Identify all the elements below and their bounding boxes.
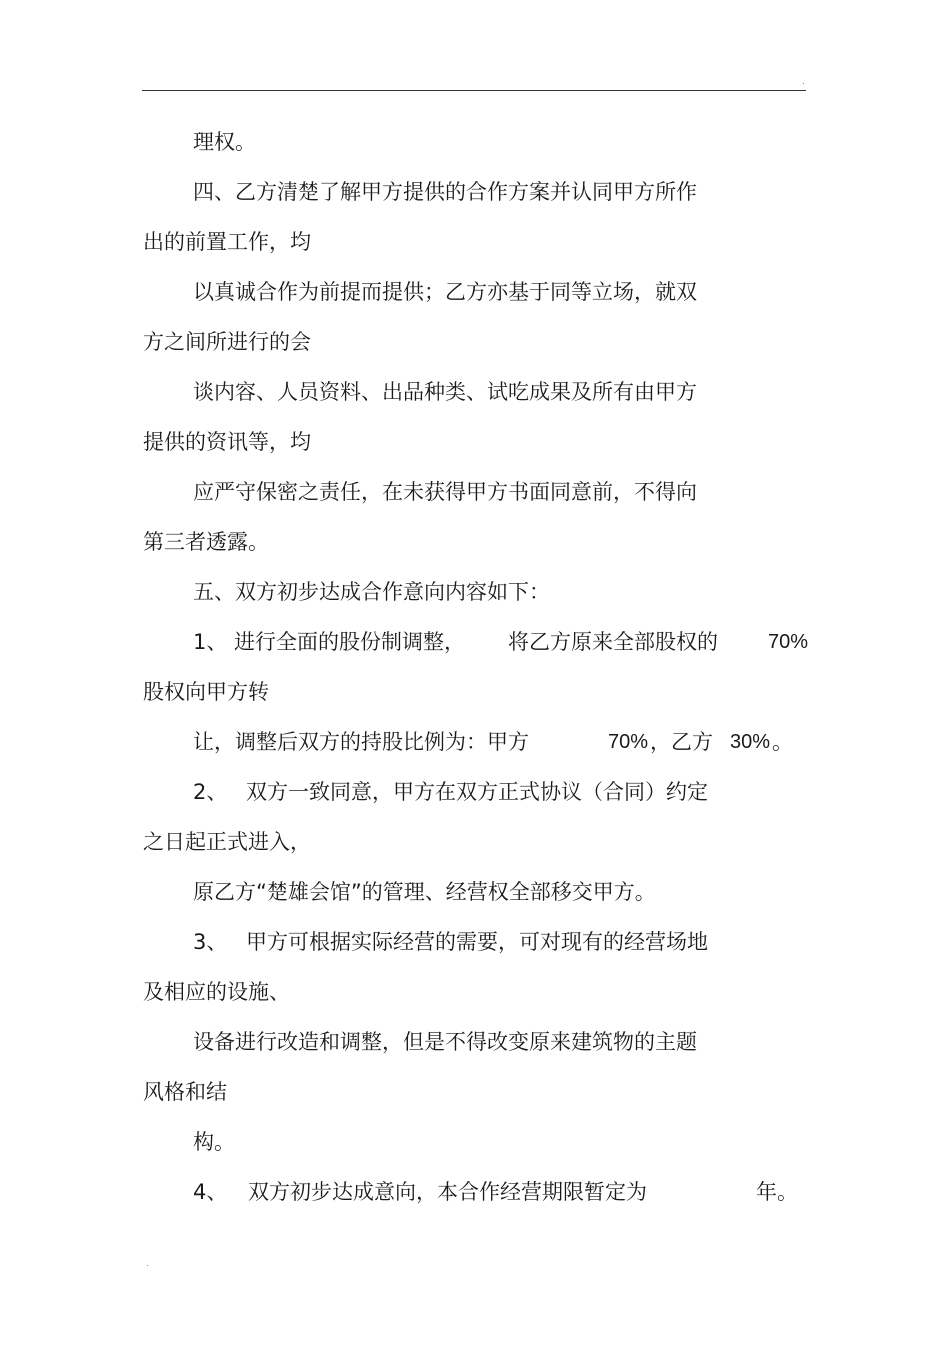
ratio-party-a-percent: 70%	[608, 731, 649, 753]
ratio-line-end: 。	[772, 730, 793, 754]
ratio-party-b-label: ，乙方	[650, 730, 713, 754]
item-4-number: 4、	[193, 1180, 228, 1204]
text-line-4: 以真诚合作为前提而提供；乙方亦基于同等立场，就双	[193, 280, 697, 304]
ratio-party-b-percent: 30%	[730, 731, 771, 753]
item-1-start: 1、 进行全面的股份制调整，	[193, 630, 466, 654]
text-line-15: 之日起正式进入，	[143, 830, 311, 854]
text-line-7: 提供的资讯等，均	[143, 430, 311, 454]
text-line-6: 谈内容、人员资料、出品种类、试吃成果及所有由甲方	[193, 380, 697, 404]
header-dot: .	[802, 77, 805, 86]
text-line-5: 方之间所进行的会	[143, 330, 311, 354]
item-3-text: 甲方可根据实际经营的需要，可对现有的经营场地	[246, 930, 708, 954]
text-line-21: 构。	[193, 1130, 235, 1154]
item-4-end: 年。	[756, 1180, 798, 1204]
text-line-12: 股权向甲方转	[143, 680, 269, 704]
text-line-3: 出的前置工作，均	[143, 230, 311, 254]
footer-dot: .	[146, 1259, 149, 1268]
item-1-percent: 70%	[768, 631, 809, 653]
item-4-text: 双方初步达成意向，本合作经营期限暂定为	[248, 1180, 647, 1204]
text-line-20: 风格和结	[143, 1080, 227, 1104]
text-line-16: 原乙方“楚雄会馆”的管理、经营权全部移交甲方。	[193, 880, 656, 904]
text-line-19: 设备进行改造和调整，但是不得改变原来建筑物的主题	[193, 1030, 697, 1054]
ratio-line-start: 让，调整后双方的持股比例为：甲方	[193, 730, 529, 754]
item-2-text: 双方一致同意，甲方在双方正式协议（合同）约定	[246, 780, 708, 804]
item-1-middle: 将乙方原来全部股权的	[508, 630, 718, 654]
text-line-10: 五、双方初步达成合作意向内容如下：	[193, 580, 550, 604]
text-line-9: 第三者透露。	[143, 530, 269, 554]
item-3-number: 3、	[193, 930, 228, 954]
text-line-18: 及相应的设施、	[143, 980, 290, 1004]
text-line-1: 理权。	[193, 130, 256, 154]
item-2-number: 2、	[193, 780, 228, 804]
text-line-2: 四、乙方清楚了解甲方提供的合作方案并认同甲方所作	[193, 180, 697, 204]
text-line-8: 应严守保密之责任，在未获得甲方书面同意前，不得向	[193, 480, 697, 504]
header-rule	[142, 90, 806, 91]
